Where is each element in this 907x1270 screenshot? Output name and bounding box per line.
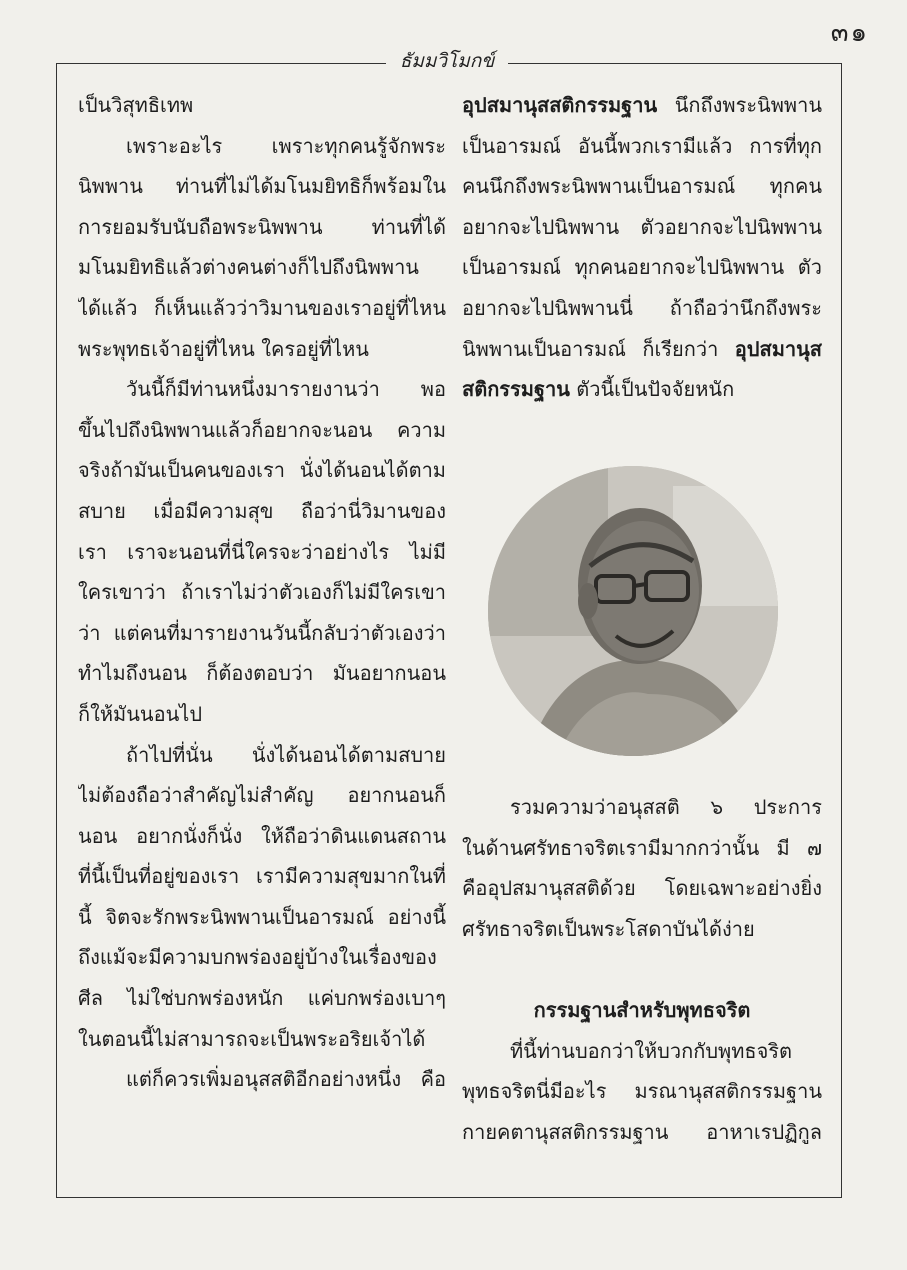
left-column-line: ในตอนนี้ไม่สามารถจะเป็นพระอริยเจ้าได้ xyxy=(78,1026,426,1051)
left-column-line: ได้แล้ว ก็เห็นแล้วว่าวิมานของเราอยู่ที่ไหน xyxy=(78,295,446,320)
right-top-line: อยากจะไปนิพพานนี่ ถ้าถือว่านึกถึงพระ xyxy=(462,295,822,320)
right-column-top xyxy=(462,85,822,410)
left-column-line: นี้ จิตจะรักพระนิพพานเป็นอารมณ์ อย่างนี้ xyxy=(78,904,446,929)
right-top-line: นิพพานเป็นอารมณ์ ก็เรียกว่า อุปสมานุส xyxy=(462,336,822,361)
left-column-line: เรา เราจะนอนที่นี่ใครจะว่าอย่างไร ไม่มี xyxy=(78,539,446,564)
right-after-heading-line: ที่นี้ท่านบอกว่าให้บวกกับพุทธจริต xyxy=(510,1038,793,1063)
left-column-line: ขึ้นไปถึงนิพพานแล้วก็อยากจะนอน ความ xyxy=(78,417,446,442)
left-column-line: จริงถ้ามันเป็นคนของเรา นั่งได้นอนได้ตาม xyxy=(78,458,446,483)
left-column-line: ถึงแม้จะมีความบกพร่องอยู่บ้างในเรื่องของ xyxy=(78,945,437,970)
left-column xyxy=(78,85,446,1100)
page-number: ๓๑ xyxy=(830,18,869,48)
running-title: ธัมมวิโมกข์ xyxy=(399,50,495,72)
left-column-line: แต่ก็ควรเพิ่มอนุสสติอีกอย่างหนึ่ง คือ xyxy=(126,1067,446,1092)
right-top-line: อยากจะไปนิพพาน ตัวอยากจะไปนิพพาน xyxy=(462,214,822,239)
left-column-line: การยอมรับนับถือพระนิพพาน ท่านที่ได้ xyxy=(78,214,446,239)
monk-portrait-photo xyxy=(488,466,778,756)
section-heading: กรรมฐานสำหรับพุทธจริต xyxy=(533,997,751,1022)
right-top-line: สติกรรมฐาน ตัวนี้เป็นปัจจัยหนัก xyxy=(462,377,735,402)
left-column-line: ว่า แต่คนที่มารายงานวันนี้กลับว่าตัวเองว่า xyxy=(78,620,446,645)
left-column-line: ทำไมถึงนอน ก็ต้องตอบว่า มันอยากนอน xyxy=(78,661,446,686)
portrait-icon xyxy=(488,466,778,756)
right-bottom-line: ศรัทธาจริตเป็นพระโสดาบันได้ง่าย xyxy=(462,916,755,941)
right-bottom-line: คืออุปสมานุสสติด้วย โดยเฉพาะอย่างยิ่ง xyxy=(462,876,822,901)
left-column-line: ใครเขาว่า ถ้าเราไม่ว่าตัวเองก็ไม่มีใครเขา xyxy=(78,580,446,605)
left-column-line: พระพุทธเจ้าอยู่ที่ไหน ใครอยู่ที่ไหน xyxy=(78,336,369,361)
bold-term: อุปสมานุส xyxy=(734,336,822,361)
left-column-line: ถ้าไปที่นั่น นั่งได้นอนได้ตามสบาย xyxy=(126,742,446,767)
right-bottom-line: ในด้านศรัทธาจริตเรามีมากกว่านั้น มี ๗ xyxy=(462,835,822,860)
right-top-line: เป็นอารมณ์ อันนี้พวกเรามีแล้ว การที่ทุก xyxy=(462,133,822,158)
bold-term: อุปสมานุสสติกรรมฐาน xyxy=(462,93,658,117)
left-column-line: สบาย เมื่อมีความสุข ถือว่านี่วิมานของ xyxy=(78,498,446,523)
right-after-heading-lines xyxy=(462,1031,822,1153)
left-column-line: มโนมยิทธิแล้วต่างคนต่างก็ไปถึงนิพพาน xyxy=(78,255,419,280)
right-column-bottom xyxy=(462,787,822,1152)
right-bottom-lines xyxy=(462,787,822,949)
left-column-line: ไม่ต้องถือว่าสำคัญไม่สำคัญ อยากนอนก็ xyxy=(78,783,446,808)
right-after-heading-line: กายคตานุสสติกรรมฐาน อาหาเรปฏิกูล xyxy=(462,1119,822,1144)
right-after-heading-line: พุทธจริตนี่มีอะไร มรณานุสสติกรรมฐาน xyxy=(462,1079,822,1104)
bold-term: สติกรรมฐาน xyxy=(462,377,570,402)
right-top-line: อุปสมานุสสติกรรมฐาน นึกถึงพระนิพพาน xyxy=(462,93,822,117)
left-column-line: ที่นี้เป็นที่อยู่ของเรา เรามีความสุขมากในที่ xyxy=(78,864,446,889)
left-column-line: ก็ให้มันนอนไป xyxy=(78,701,203,726)
right-top-line: เป็นอารมณ์ ทุกคนอยากจะไปนิพพาน ตัว xyxy=(462,255,822,280)
left-column-line: นิพพาน ท่านที่ไม่ได้มโนมยิทธิก็พร้อมใน xyxy=(78,174,446,199)
left-column-line: นอน อยากนั่งก็นั่ง ให้ถือว่าดินแดนสถาน xyxy=(78,823,446,848)
left-column-line: เพราะอะไร เพราะทุกคนรู้จักพระ xyxy=(126,133,446,158)
left-column-line: ศีล ไม่ใช่บกพร่องหนัก แค่บกพร่องเบาๆ xyxy=(78,986,446,1011)
left-column-line: เป็นวิสุทธิเทพ xyxy=(78,93,194,117)
left-column-line: วันนี้ก็มีท่านหนึ่งมารายงานว่า พอ xyxy=(126,377,446,402)
right-bottom-line: รวมความว่าอนุสสติ ๖ ประการ xyxy=(510,795,822,819)
right-top-line: คนนึกถึงพระนิพพานเป็นอารมณ์ ทุกคน xyxy=(462,174,822,199)
